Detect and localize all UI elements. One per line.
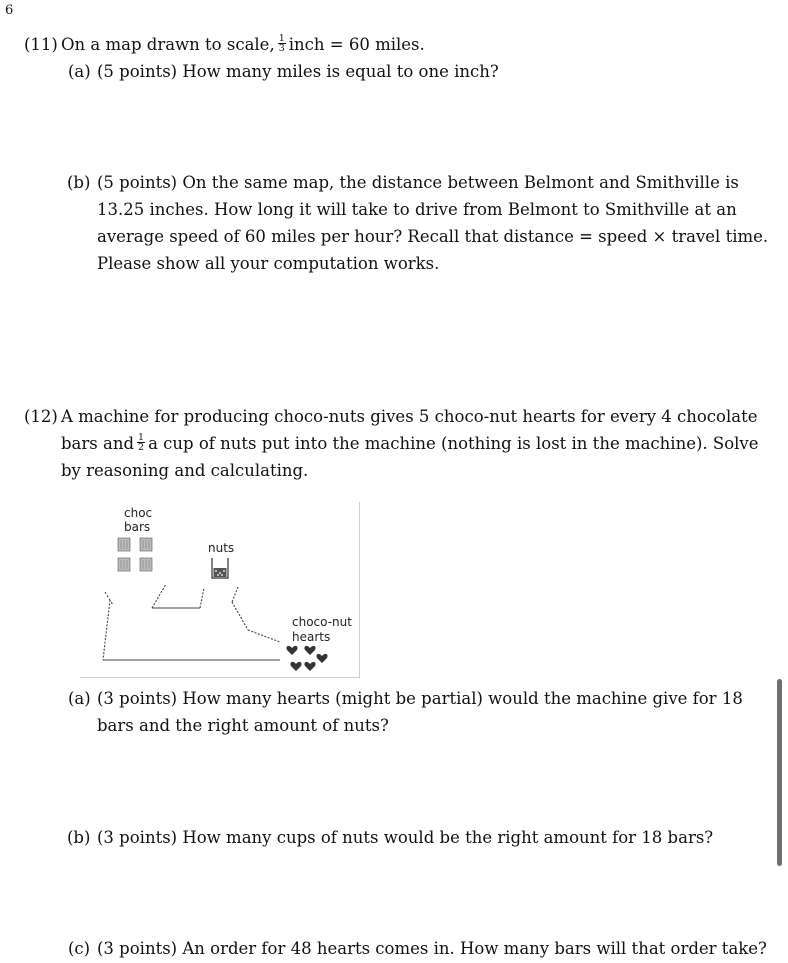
q12a-line-2: bars and the right amount of nuts? bbox=[97, 716, 389, 735]
choco-nut-machine-figure bbox=[80, 502, 360, 678]
q12a-label: (a) bbox=[68, 689, 91, 708]
q11-fraction-denominator: 3 bbox=[278, 43, 285, 54]
q11-stem bbox=[61, 31, 425, 58]
q11-number: (11) bbox=[24, 35, 58, 54]
chocolate-bars-icon bbox=[118, 538, 152, 571]
q11-fraction-numerator: 1 bbox=[278, 33, 285, 44]
q11-stem-pre: On a map drawn to scale, bbox=[61, 35, 275, 54]
q11b-label: (b) bbox=[67, 173, 91, 192]
hearts-label-1: choco-nut bbox=[292, 615, 352, 629]
q12-line-3: by reasoning and calculating. bbox=[61, 461, 309, 480]
nuts-label: nuts bbox=[208, 541, 235, 555]
machine-drawing bbox=[80, 502, 360, 678]
choc-label-2: bars bbox=[124, 520, 151, 534]
vertical-scrollbar[interactable] bbox=[777, 679, 782, 866]
q12a-line-1: (3 points) How many hearts (might be partial) would the machine give for 18 bbox=[97, 689, 743, 708]
q11-stem-post: inch = 60 miles. bbox=[288, 35, 425, 54]
q11b-line-2: 13.25 inches. How long it will take to drive from Belmont to Smithville at an bbox=[97, 200, 737, 219]
q12-fraction bbox=[137, 433, 145, 452]
q12-line-2 bbox=[61, 430, 759, 457]
choco-nut-hearts-icon bbox=[286, 646, 327, 671]
q12c-label: (c) bbox=[68, 939, 91, 958]
q11a-label: (a) bbox=[68, 62, 91, 81]
choc-label-1: choc bbox=[124, 506, 153, 520]
q11-fraction bbox=[278, 34, 286, 53]
q11b-line-4: Please show all your computation works. bbox=[97, 254, 440, 273]
q12-line-2-pre: bars and bbox=[61, 434, 135, 453]
nuts-cup-icon bbox=[212, 558, 228, 578]
page-number: 6 bbox=[5, 3, 14, 18]
q12-fraction-numerator: 1 bbox=[138, 432, 145, 443]
q12-fraction-denominator: 2 bbox=[138, 442, 145, 453]
q11b-line-3: average speed of 60 miles per hour? Recall that distance = speed × travel time. bbox=[97, 227, 769, 246]
q11a-text: (5 points) How many miles is equal to one inch? bbox=[97, 62, 499, 81]
q12-line-1: A machine for producing choco-nuts gives 5 choco-nut hearts for every 4 chocolate bbox=[61, 407, 758, 426]
machine-outline bbox=[103, 584, 280, 660]
q12-line-2-post: a cup of nuts put into the machine (nothing is lost in the machine). Solve bbox=[148, 434, 759, 453]
q11b-line-1: (5 points) On the same map, the distance between Belmont and Smithville is bbox=[97, 173, 739, 192]
q12b-label: (b) bbox=[67, 828, 91, 847]
q12c-text: (3 points) An order for 48 hearts comes in. How many bars will that order take? bbox=[97, 939, 767, 958]
q12b-text: (3 points) How many cups of nuts would be the right amount for 18 bars? bbox=[97, 828, 714, 847]
q12-number: (12) bbox=[24, 407, 58, 426]
hearts-label-2: hearts bbox=[292, 630, 331, 644]
